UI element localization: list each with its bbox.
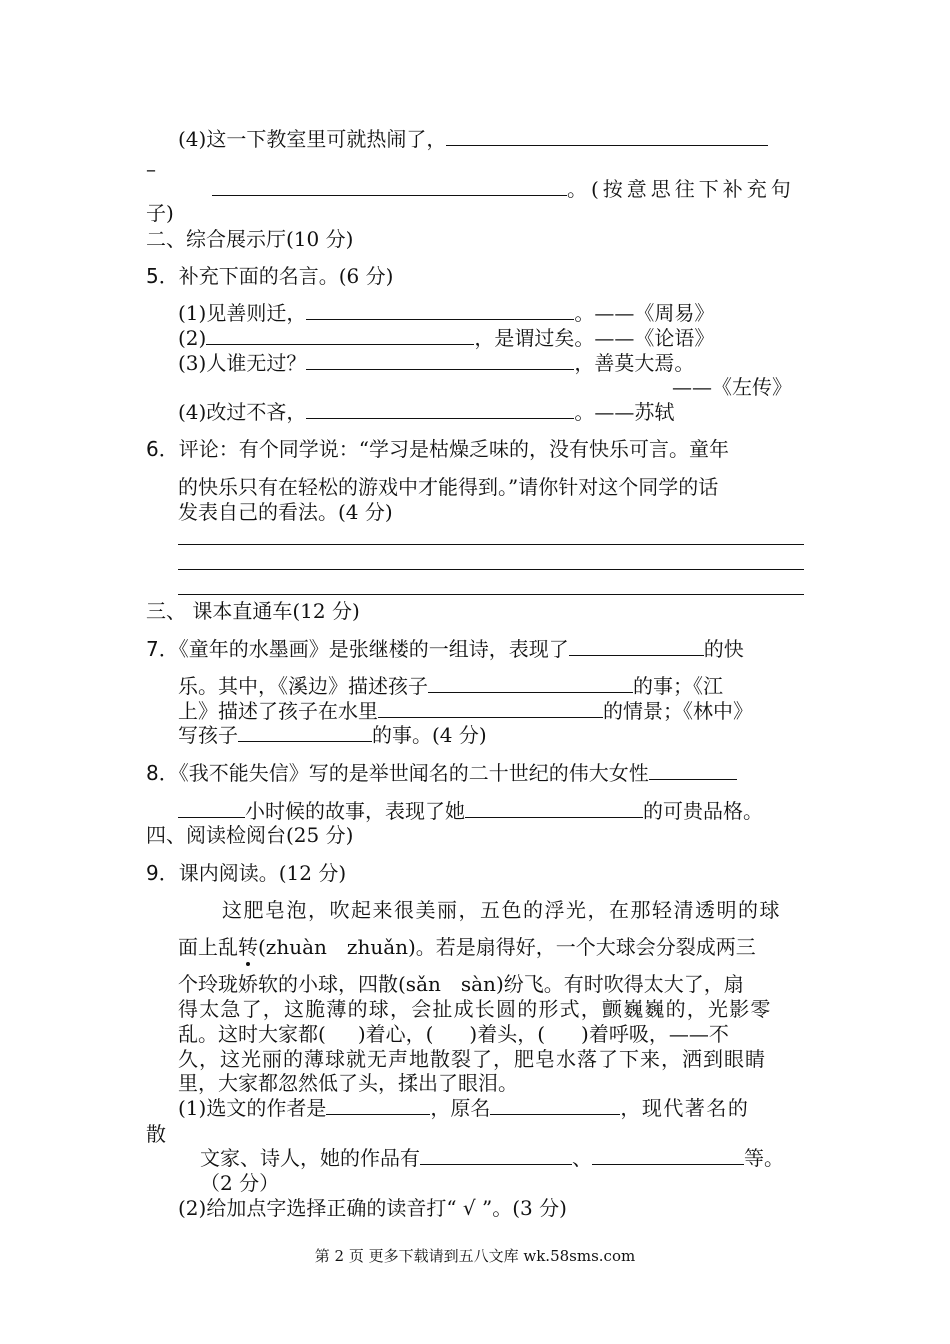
answer-blank[interactable] (206, 325, 474, 345)
q9-sub1-line2 (200, 1145, 784, 1171)
item-text: (4)改过不吝， (178, 400, 307, 424)
question-text: 写孩子 (178, 723, 238, 747)
question-number: 6． (146, 437, 179, 461)
question-text: 课内阅读。(12 分) (178, 861, 347, 885)
question-text: 的事；《江 (633, 674, 723, 698)
answer-blank[interactable] (592, 1145, 744, 1165)
section-heading: 二、综合展示厅(10 分) (146, 227, 354, 251)
q9-title (146, 860, 346, 886)
item-text: (2) (178, 326, 207, 350)
section-heading: 四、阅读检阅台(25 分) (146, 823, 354, 847)
question-text: 评论：有个同学说：“学习是枯燥乏味的，没有快乐可言。童年 (178, 437, 729, 461)
question-text: 小时候的故事，表现了她 (245, 799, 465, 823)
q4-text: 。(按意思往下补充句 (567, 177, 795, 201)
q6-line1 (146, 436, 729, 462)
passage-line (178, 1021, 729, 1047)
answer-line[interactable] (178, 544, 804, 545)
q5-item3 (178, 350, 694, 376)
q9-sub1-score: （2 分） (200, 1171, 280, 1195)
q4-line3: 子) (146, 201, 174, 225)
q8-line1 (146, 760, 737, 786)
sub-question-text: (1)选文的作者是 (178, 1096, 327, 1120)
question-number: 9． (146, 861, 179, 885)
q4-line1 (178, 126, 768, 152)
answer-blank[interactable] (238, 722, 372, 742)
passage-text: 乱。这时大家都( (178, 1022, 326, 1046)
question-text: 的情景；《林中》 (603, 699, 753, 723)
answer-blank[interactable] (490, 1095, 620, 1115)
question-text: 乐。其中，《溪边》描述孩子 (178, 674, 428, 698)
answer-blank[interactable] (428, 673, 633, 693)
sub-question-text: 文家、诗人，她的作品有 (200, 1146, 420, 1170)
section-heading: 三、 课本直通车(12 分) (146, 599, 360, 623)
q4-dash: – (146, 157, 156, 181)
answer-blank[interactable] (212, 176, 567, 196)
item-text: (1)见善则迁， (178, 301, 307, 325)
question-text: 的可贵品格。 (643, 799, 763, 823)
q9-sub2: (2)给加点字选择正确的读音打“ √ ”。(3 分) (178, 1196, 567, 1220)
q7-line4 (178, 722, 487, 748)
passage-text: )着心，( (357, 1022, 434, 1046)
passage-line: 这肥皂泡，吹起来很美丽，五色的浮光，在那轻清透明的球 (222, 898, 781, 922)
answer-blank[interactable] (420, 1145, 572, 1165)
question-text: 补充下面的名言。(6 分) (178, 264, 394, 288)
q4-line2 (212, 176, 795, 202)
item-text: ，善莫大焉。 (574, 351, 695, 375)
passage-line: 久，这光丽的薄球就无声地散裂了，肥皂水落了下来，洒到眼睛 (178, 1047, 766, 1071)
answer-blank[interactable] (378, 698, 603, 718)
answer-blank[interactable] (446, 126, 768, 146)
question-number: 5． (146, 264, 179, 288)
answer-blank[interactable] (649, 760, 737, 780)
q4-text: (4)这一下教室里可就热闹了， (178, 127, 447, 151)
answer-blank[interactable] (465, 798, 643, 818)
passage-line (178, 934, 756, 960)
item-text: 。——苏轼 (574, 400, 675, 424)
passage-text: )着头，( (469, 1022, 546, 1046)
q5-title (146, 263, 393, 289)
item-text: 。——《周易》 (574, 301, 715, 325)
passage-line: 里，大家都忽然低了头，揉出了眼泪。 (178, 1071, 518, 1095)
passage-text: (zhuàn zhuǎn)。若是扇得好，一个大球会分裂成两三 (258, 935, 756, 959)
answer-blank[interactable] (306, 350, 574, 370)
question-text: 《我不能失信》写的是举世闻名的二十世纪的伟大女性 (178, 761, 649, 785)
sub-question-text: ，原名 (430, 1096, 491, 1120)
q6-line2: 的快乐只有在轻松的游戏中才能得到。”请你针对这个同学的话 (178, 475, 719, 499)
q5-item4 (178, 399, 674, 425)
q6-line3: 发表自己的看法。(4 分) (178, 500, 393, 524)
q7-line1 (146, 636, 744, 662)
q8-line2 (178, 798, 763, 824)
dotted-character: 转 (238, 935, 258, 959)
q7-line2 (178, 673, 723, 699)
sub-question-text: ，现代著名的 (620, 1096, 750, 1120)
q9-sub1-wrap: 散 (146, 1122, 166, 1146)
page-footer: 第 2 页 更多下载请到五八文库 wk.58sms.com (314, 1247, 636, 1265)
passage-text: )着呼吸，——不 (581, 1022, 729, 1046)
question-number: 8． (146, 761, 179, 785)
sub-question-text: 、 (572, 1146, 592, 1170)
question-text: 《童年的水墨画》是张继楼的一组诗，表现了 (178, 637, 569, 661)
answer-blank[interactable] (306, 300, 574, 320)
answer-blank[interactable] (569, 636, 704, 656)
question-text: 的快 (703, 637, 744, 661)
answer-line[interactable] (178, 569, 804, 570)
question-text: 的事。(4 分) (372, 723, 487, 747)
answer-blank[interactable] (178, 798, 245, 818)
passage-line: 得太急了，这脆薄的球，会扯成长圆的形式，颤巍巍的，光影零 (178, 997, 772, 1021)
answer-blank[interactable] (326, 1095, 430, 1115)
q9-sub1-line1 (178, 1095, 749, 1121)
q5-item1 (178, 300, 714, 326)
sub-question-text: 等。 (744, 1146, 784, 1170)
passage-text: 面上乱 (178, 935, 238, 959)
passage-line: 个玲珑娇软的小球，四散(sǎn sàn)纷飞。有时吹得太大了，扇 (178, 972, 744, 996)
answer-line[interactable] (178, 594, 804, 595)
item-text: ，是谓过矣。——《论语》 (474, 326, 715, 350)
item-text: (3)人谁无过？ (178, 351, 307, 375)
question-text: 上》描述了孩子在水里 (178, 699, 378, 723)
q5-item2 (178, 325, 714, 351)
q5-source: ——《左传》 (672, 375, 792, 399)
question-number: 7． (146, 637, 179, 661)
q7-line3 (178, 698, 753, 724)
answer-blank[interactable] (306, 399, 574, 419)
